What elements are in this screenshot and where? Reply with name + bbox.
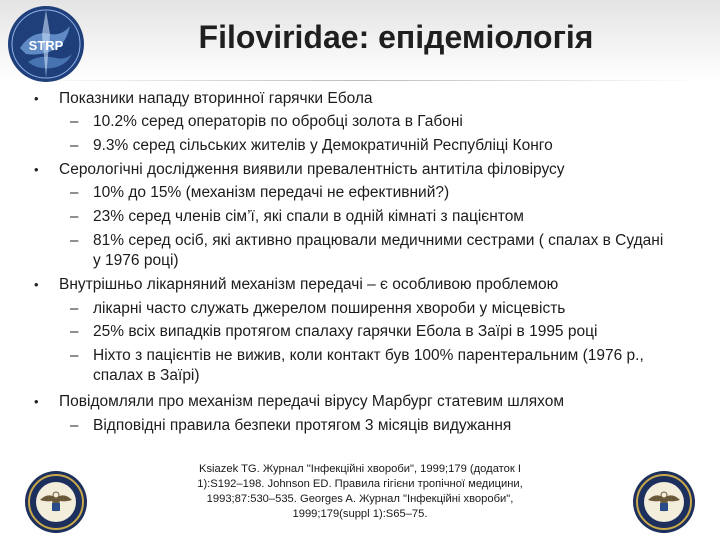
- citation-line: 1999;179(suppl 1):S65–75.: [292, 508, 428, 520]
- bullet-3-text: Внутрішньо лікарняний механізм передачі – є особливою проблемою: [59, 276, 559, 293]
- bullet-2-sub-1: 10% до 15% (механізм передачі не ефективний?): [93, 184, 450, 201]
- eagle-seal-icon: [632, 470, 696, 534]
- dod-seal-right: [632, 470, 696, 534]
- bullet-2-sub-2: 23% серед членів сім’ї, які спали в одній кімнаті з пацієнтом: [93, 208, 524, 225]
- dash-marker: –: [70, 417, 79, 434]
- bullet-2-sub-3: 81% серед осіб, які активно працювали медичними сестрами ( спалах в Судані: [93, 232, 664, 249]
- bullet-marker: •: [34, 162, 39, 177]
- bullet-2-sub-3-cont: у 1976 році): [93, 252, 179, 269]
- dash-marker: –: [70, 113, 79, 130]
- strp-logo-icon: [6, 4, 86, 84]
- dash-marker: –: [70, 323, 79, 340]
- logo-text: STRP: [28, 38, 64, 53]
- bullet-1-text: Показники нападу вторинної гарячки Ебола: [59, 90, 373, 107]
- bullet-marker: •: [34, 277, 39, 292]
- bullet-4-sub-1: Відповідні правила безпеки протягом 3 місяців видужання: [93, 417, 512, 434]
- dash-marker: –: [70, 232, 79, 249]
- slide-title: Filoviridae: епідеміологія: [198, 19, 594, 55]
- citation-line: 1):S192–198. Johnson ED. Правила гігієни тропічної медицини,: [197, 478, 523, 490]
- bullet-3-sub-3: Ніхто з пацієнтів не вижив, коли контакт був 100% парентеральним (1976 р.,: [93, 347, 644, 364]
- bullet-4-text: Повідомляли про механізм передачі вірусу Марбург статевим шляхом: [59, 393, 565, 410]
- dash-marker: –: [70, 300, 79, 317]
- eagle-seal-icon: [24, 470, 88, 534]
- bullet-3-sub-1: лікарні часто служать джерелом поширення хвороби у місцевість: [93, 300, 566, 317]
- citation-block: [150, 462, 570, 522]
- bullet-1-sub-1: 10.2% серед операторів по обробці золота в Габоні: [93, 113, 463, 130]
- bullet-3-sub-2: 25% всіх випадків протягом спалаху гарячки Ебола в Заїрі в 1995 році: [93, 323, 598, 340]
- dash-marker: –: [70, 137, 79, 154]
- bullet-3-sub-3-cont: спалах в Заїрі): [93, 367, 200, 384]
- strp-logo: [6, 4, 86, 84]
- dash-marker: –: [70, 184, 79, 201]
- dod-seal-left: [24, 470, 88, 534]
- bullet-2-text: Серологічні дослідження виявили превалентність антитіла філовірусу: [59, 161, 565, 178]
- bullet-marker: •: [34, 394, 39, 409]
- bullet-marker: •: [34, 91, 39, 106]
- dash-marker: –: [70, 347, 79, 364]
- dash-marker: –: [70, 208, 79, 225]
- header-divider: [20, 80, 700, 81]
- citation-line: Ksiazek TG. Журнал "Інфекційні хвороби", 1999;179 (додаток I: [198, 463, 521, 475]
- bullet-1-sub-2: 9.3% серед сільських жителів у Демократичній Республіці Конго: [93, 137, 553, 154]
- citation-line: 1993;87:530–535. Georges A. Журнал "Інфекційні хвороби",: [206, 493, 514, 505]
